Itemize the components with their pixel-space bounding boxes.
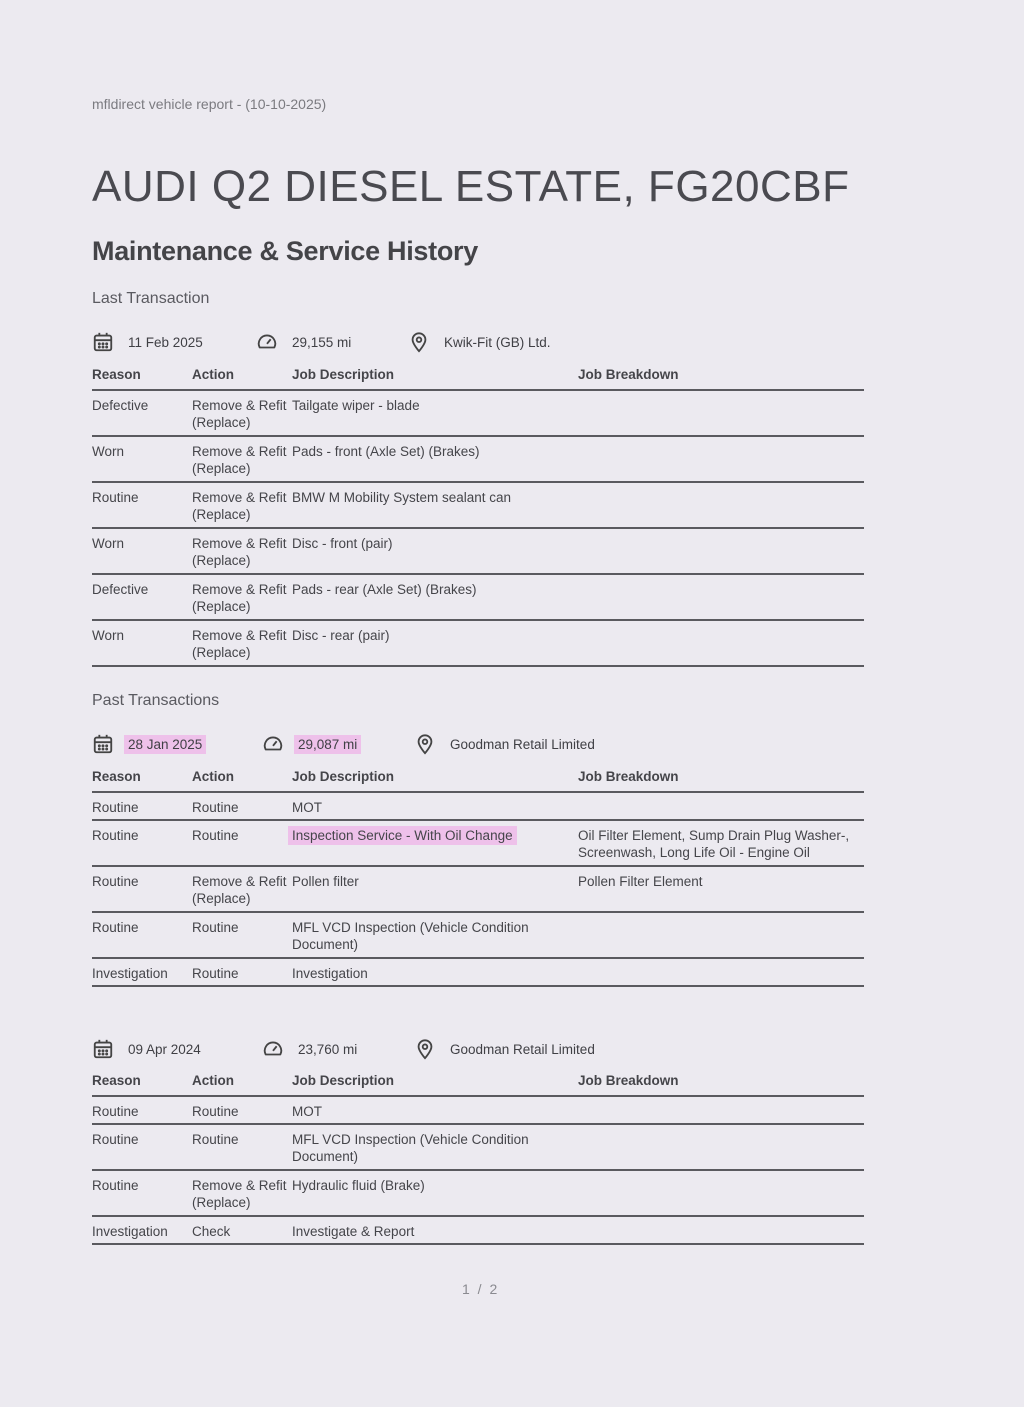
column-job-description: Job Description [292,367,395,382]
cell-reason: Routine [92,1104,139,1119]
cell-action: Routine [192,966,239,981]
page-indicator: 1 / 2 [462,1281,500,1297]
column-job-description: Job Description [292,1073,395,1088]
map-pin-icon [414,733,436,755]
cell-description: MFL VCD Inspection (Vehicle Condition Document) [292,1132,529,1164]
report-header: mfldirect vehicle report - (10-10-2025) [92,96,327,112]
table-header [92,367,864,391]
table-row [92,391,864,437]
calendar-icon [92,1038,114,1060]
cell-description: Pads - rear (Axle Set) (Brakes) [292,582,477,597]
table-row [92,1097,864,1125]
last-transaction-heading: Last Transaction [92,290,210,307]
cell-reason: Routine [92,1132,139,1147]
cell-breakdown [578,919,864,957]
column-job-description: Job Description [292,769,395,784]
cell-action: Routine [192,920,239,935]
cell-breakdown [578,965,864,985]
table-row [92,529,864,575]
cell-description: Investigate & Report [292,1224,415,1239]
cell-reason: Routine [92,920,139,935]
cell-description: Disc - rear (pair) [292,628,390,643]
cell-action: Remove & Refit (Replace) [192,536,287,568]
column-reason: Reason [92,1073,141,1088]
cell-action: Remove & Refit (Replace) [192,582,287,614]
table-header [92,1073,864,1097]
mileage-value: 23,760 mi [298,1041,358,1057]
table-row [92,867,864,913]
cell-breakdown: Pollen Filter Element [578,874,703,889]
transaction-mileage [256,331,408,353]
column-action: Action [192,769,234,784]
cell-reason: Routine [92,800,139,815]
cell-action: Remove & Refit (Replace) [192,444,287,476]
cell-description: MOT [292,800,322,815]
last-transaction-table [92,367,864,667]
cell-action: Remove & Refit (Replace) [192,490,287,522]
calendar-icon [92,733,114,755]
date-value: 11 Feb 2025 [128,334,203,350]
cell-action: Routine [192,1132,239,1147]
column-job-breakdown: Job Breakdown [578,769,679,784]
transaction-garage [408,331,551,353]
cell-breakdown [578,1103,864,1123]
table-row [92,437,864,483]
cell-reason: Investigation [92,966,168,981]
past-transaction-table [92,1073,864,1245]
vehicle-title: AUDI Q2 DIESEL ESTATE, FG20CBF [92,162,850,211]
column-job-breakdown: Job Breakdown [578,1073,679,1088]
table-row [92,621,864,667]
section-title: Maintenance & Service History [92,236,478,266]
cell-breakdown [578,535,864,573]
cell-breakdown [578,1131,864,1169]
cell-description: MFL VCD Inspection (Vehicle Condition Document) [292,920,529,952]
mileage-value: 29,155 mi [292,334,352,350]
garage-value: Kwik-Fit (GB) Ltd. [444,334,551,350]
cell-action: Remove & Refit (Replace) [192,398,287,430]
past-transaction-meta [92,1036,595,1062]
cell-breakdown: Oil Filter Element, Sump Drain Plug Washer-, Screenwash, Long Life Oil - Engine Oil [578,828,850,860]
table-row [92,1125,864,1171]
map-pin-icon [414,1038,436,1060]
cell-reason: Routine [92,490,139,505]
cell-action: Remove & Refit (Replace) [192,1178,287,1210]
cell-reason: Worn [92,444,125,459]
past-transaction-table [92,769,864,987]
table-row [92,959,864,987]
cell-breakdown [578,627,864,665]
transaction-garage [414,1038,595,1060]
cell-action: Routine [192,800,239,815]
speedometer-icon [262,1038,284,1060]
speedometer-icon [262,733,284,755]
past-transaction-meta [92,731,595,757]
cell-reason: Worn [92,536,125,551]
cell-breakdown [578,581,864,619]
column-reason: Reason [92,769,141,784]
cell-breakdown [578,799,864,819]
cell-action: Routine [192,1104,239,1119]
cell-description: BMW M Mobility System sealant can [292,490,512,505]
table-row [92,483,864,529]
cell-description: Pollen filter [292,874,359,889]
cell-description: MOT [292,1104,322,1119]
column-action: Action [192,1073,234,1088]
last-transaction-meta [92,329,551,355]
cell-reason: Investigation [92,1224,168,1239]
cell-breakdown [578,1223,864,1243]
speedometer-icon [256,331,278,353]
description-highlighted: Inspection Service - With Oil Change [288,826,517,845]
cell-action: Remove & Refit (Replace) [192,874,287,906]
date-value-highlighted: 28 Jan 2025 [124,735,206,754]
garage-value: Goodman Retail Limited [450,736,595,752]
table-row [92,1171,864,1217]
cell-description: Hydraulic fluid (Brake) [292,1178,425,1193]
transaction-mileage [262,1038,414,1060]
garage-value: Goodman Retail Limited [450,1041,595,1057]
column-action: Action [192,367,234,382]
transaction-garage [414,733,595,755]
transaction-date [92,1038,262,1060]
cell-reason: Defective [92,398,149,413]
mileage-value-highlighted: 29,087 mi [294,735,361,754]
cell-breakdown [578,443,864,481]
column-reason: Reason [92,367,141,382]
map-pin-icon [408,331,430,353]
cell-description: Tailgate wiper - blade [292,398,420,413]
cell-description [292,827,578,865]
cell-description: Investigation [292,966,368,981]
table-row [92,1217,864,1245]
table-row [92,575,864,621]
transaction-date [92,331,256,353]
table-row [92,913,864,959]
table-row [92,821,864,867]
cell-description: Pads - front (Axle Set) (Brakes) [292,444,480,459]
cell-action: Remove & Refit (Replace) [192,628,287,660]
table-row [92,793,864,821]
column-job-breakdown: Job Breakdown [578,367,679,382]
calendar-icon [92,331,114,353]
cell-reason: Routine [92,828,139,843]
past-transactions-heading: Past Transactions [92,692,220,709]
table-header [92,769,864,793]
cell-description: Disc - front (pair) [292,536,393,551]
cell-reason: Defective [92,582,149,597]
cell-breakdown [578,1177,864,1215]
transaction-date [92,733,262,755]
cell-breakdown [578,397,864,435]
date-value: 09 Apr 2024 [128,1041,201,1057]
cell-reason: Routine [92,1178,139,1193]
cell-reason: Worn [92,628,125,643]
cell-reason: Routine [92,874,139,889]
cell-breakdown [578,489,864,527]
cell-action: Check [192,1224,231,1239]
cell-action: Routine [192,828,239,843]
transaction-mileage [262,733,414,755]
